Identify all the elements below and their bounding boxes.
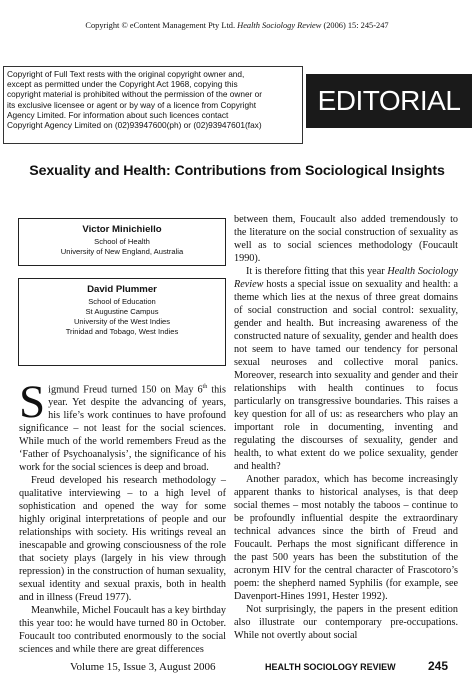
notice-line: Copyright Agency Limited on (02)93947600(ph) or (02)93947601(fax): [7, 120, 262, 131]
journal-name: Health Sociology Review: [234, 266, 458, 290]
author-affiliation: School of Education: [88, 297, 156, 306]
footer-journal: HEALTH SOCIOLOGY REVIEW: [265, 662, 396, 672]
superscript: th: [202, 384, 208, 390]
author-affiliation: Trinidad and Tobago, West Indies: [65, 327, 179, 336]
author-affiliation: University of the West Indies: [73, 317, 171, 326]
author-box: [18, 218, 226, 266]
copyright-header: [0, 21, 474, 30]
body-paragraph: [19, 376, 226, 474]
paragraph-text: this year. Yet despite the advancing of years, his life’s work continues to have profound significance – not least for the social sciences. While much of the world remembers Freud as the ‘Father of Psychoanalysis’, the significance of his work for the social sciences is deep and broad.: [19, 384, 226, 474]
editorial-label: EDITORIAL: [317, 85, 461, 116]
author-affiliation: University of New England, Australia: [60, 247, 184, 256]
body-column-left: [19, 376, 226, 656]
notice-line: Agency Limited. For information about such licences contact: [7, 109, 229, 120]
body-column-right: [234, 213, 458, 642]
body-paragraph: between them, Foucault also added tremendously to the literature on the social construction of sexuality as well as to social sciences methodology (Foucault 1990).: [234, 214, 458, 264]
paragraph-text: hosts a special issue on sexuality and health: a theme which lies at the nexus of three great domains of social construction and social control: sexuality, gender and health. But increasing awareness of the constructed nature of sexuality, gender and health does not seem to have tamed our tendency for personal sexual neuroses and collective moral panics. Moreover, research into sexuality and gender and their relationships with health continues to focus particularly on transgressive boundaries. This raises a key question for all of us: as researchers who play an important role in documenting, inventing and regulating the discourses of sexuality, gender and health, to what extent do we police sexuality, gender and health?: [234, 279, 458, 472]
copyright-issue: (2006) 15: 245-247: [321, 21, 389, 30]
author-affiliation: School of Health: [94, 237, 150, 246]
journal-name: Health Sociology Review: [237, 21, 322, 30]
body-paragraph: Freud developed his research methodology – qualitative interviewing – to a high level of sophistication and opened the way for some highly original interpretations of people and our relationships with society. His writings reveal an inescapable and growing consciousness of the role that society plays (largely in his view through repression) in the construction of human sexuality, sexual identity and sexual praxis, both in health and in illness (Freud 1977).: [19, 475, 226, 604]
notice-line: its exclusive licensee or agent or by way of a licence from Copyright: [7, 99, 257, 110]
notice-line: Copyright of Full Text rests with the original copyright owner and,: [7, 69, 245, 79]
paragraph-text: igmund Freud turned 150 on May 6: [48, 384, 203, 396]
body-paragraph: Meanwhile, Michel Foucault has a key birthday this year too: he would have turned 80 in October. Foucault too contributed enormously to the social sciences and while there are great differences: [19, 605, 226, 656]
body-paragraph: Another paradox, which has become increasingly apparent thanks to historical analyses, is that deep social themes – most notably the taboos – continue to be profoundly influential despite the extraordinary technical advances since the birth of Freud and Foucault. Perhaps the most significant difference in the past 500 years has been the substitution of the acronym HIV for the central character of Frascotoro’s poem: the shepherd named Syphilis (for example, see Davenport-Hines 1991, Hester 1992).: [234, 474, 458, 602]
author-name: Victor Minichiello: [82, 224, 162, 235]
footer-volume: Volume 15, Issue 3, August 2006: [70, 661, 216, 673]
paper-title: Sexuality and Health: Contributions from Sociological Insights: [29, 163, 445, 179]
notice-line: copyright material is prohibited without the permission of the owner or: [7, 89, 263, 100]
body-paragraph: Not surprisingly, the papers in the present edition also illustrate our contemporary pre-occupations. While not overtly about social: [234, 604, 458, 641]
body-paragraph: [234, 265, 458, 473]
drop-cap: S: [19, 376, 46, 428]
author-name: David Plummer: [87, 284, 157, 295]
page-number: 245: [428, 659, 449, 673]
author-box: [18, 278, 226, 366]
copyright-text: Copyright © eContent Management Pty Ltd.: [85, 21, 238, 30]
editorial-banner: [306, 74, 472, 128]
author-affiliation: St Augustine Campus: [85, 307, 159, 316]
notice-line: except as permitted under the Copyright Act 1968, copying this: [7, 79, 238, 90]
paragraph-text: It is therefore fitting that this year: [246, 266, 388, 277]
copyright-notice-box: [3, 66, 303, 144]
